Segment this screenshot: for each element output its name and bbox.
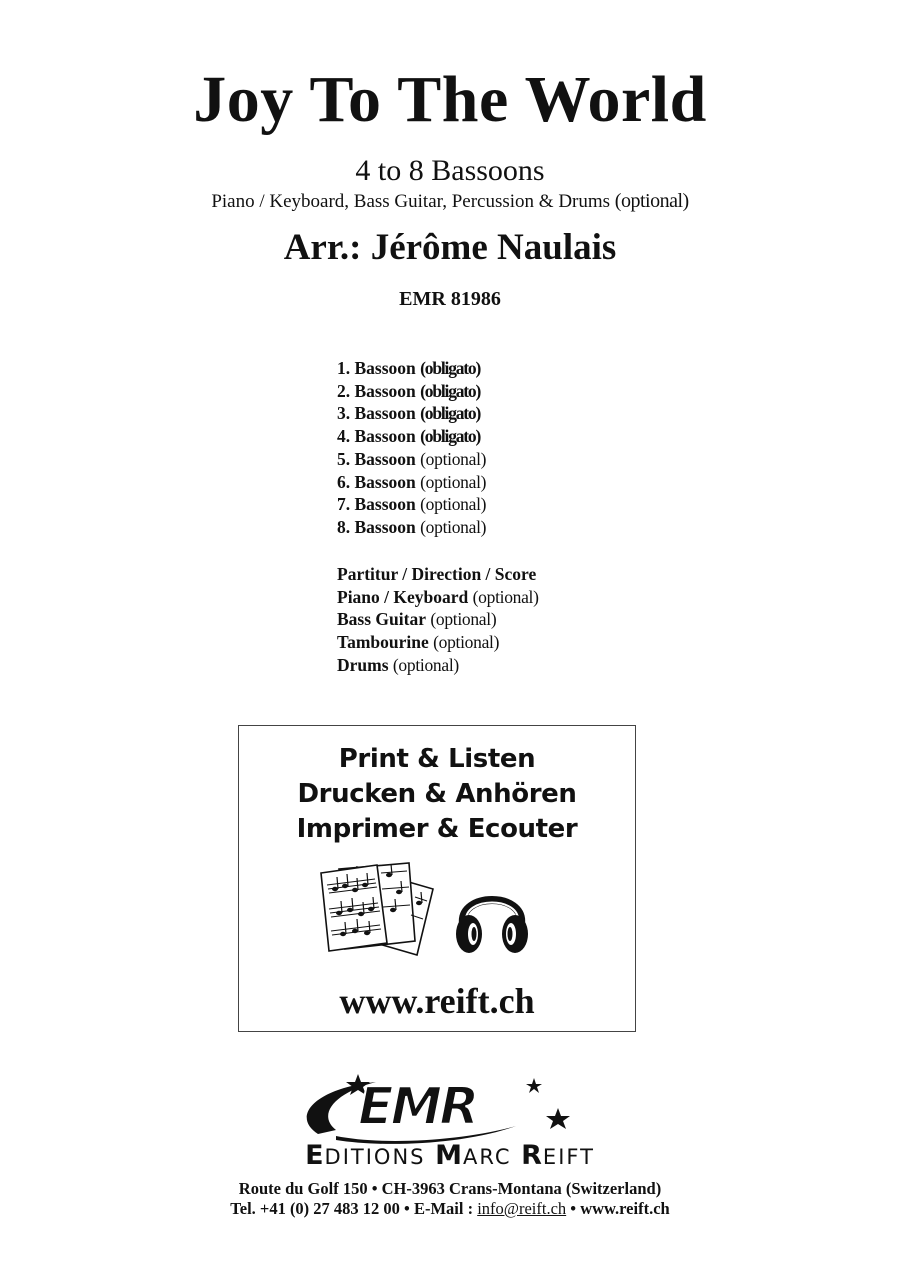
publisher-name-initial: M (435, 1140, 463, 1171)
subtitle: 4 to 8 Bassoons (355, 154, 545, 187)
part-item (337, 516, 486, 539)
print-listen-box[interactable] (238, 725, 636, 1032)
publisher-name-rest: EIFT (542, 1145, 595, 1169)
part-item (337, 402, 486, 425)
email-link[interactable]: info@reift.ch (477, 1199, 567, 1218)
part-name: 2. Bassoon (337, 380, 416, 401)
publisher-name-rest: DITIONS (324, 1145, 426, 1169)
part-note: (optional) (420, 448, 487, 469)
emr-logo-text: EMR (358, 1077, 477, 1137)
part-name: 8. Bassoon (337, 516, 416, 537)
part-note: (optional) (420, 516, 487, 537)
part-note: (obligato) (420, 426, 481, 447)
part-item (337, 448, 486, 471)
extra-item (337, 563, 539, 586)
part-note: (obligato) (420, 380, 481, 401)
extra-item (337, 586, 539, 609)
publisher-contact (0, 1199, 900, 1219)
part-name: 1. Bassoon (337, 358, 416, 378)
part-name: 5. Bassoon (337, 448, 416, 469)
part-note: (optional) (420, 494, 487, 515)
contact-phone: Tel. +41 (0) 27 483 12 00 • E-Mail : (230, 1199, 478, 1218)
part-note: (obligato) (420, 403, 481, 424)
promo-website-link[interactable]: www.reift.ch (339, 981, 535, 1021)
arranger: Arr.: Jérôme Naulais (283, 227, 617, 268)
instrumentation-line (0, 190, 900, 213)
part-name: 3. Bassoon (337, 403, 416, 424)
part-name: 4. Bassoon (337, 426, 416, 447)
part-item (337, 471, 486, 494)
extra-name: Bass Guitar (337, 609, 426, 630)
emr-logo (296, 1074, 586, 1144)
part-note: (optional) (420, 471, 487, 492)
page-title: Joy To The World (193, 63, 707, 136)
extra-note: (optional) (433, 632, 500, 653)
extra-name: Tambourine (337, 632, 429, 653)
extra-name: Drums (337, 654, 389, 675)
extra-name: Partitur / Direction / Score (337, 564, 537, 584)
extra-name: Piano / Keyboard (337, 586, 469, 607)
part-item (337, 380, 486, 403)
extra-note: (optional) (392, 654, 459, 675)
parts-list (337, 357, 486, 539)
part-note: (obligato) (420, 358, 481, 378)
publisher-address: Route du Golf 150 • CH-3963 Crans-Montana (Switzerland) (238, 1179, 662, 1198)
extra-note: (optional) (472, 586, 539, 607)
publisher-name-rest: ARC (462, 1145, 512, 1169)
publisher-name-initial: R (521, 1140, 543, 1171)
promo-line-french: Imprimer & Ecouter (296, 814, 578, 844)
extra-item (337, 654, 539, 677)
part-name: 6. Bassoon (337, 471, 416, 492)
optional-label: (optional) (614, 190, 689, 212)
promo-line-english: Print & Listen (338, 744, 536, 774)
part-item (337, 357, 486, 380)
headphones-icon (453, 878, 531, 958)
contact-website[interactable]: • www.reift.ch (566, 1199, 670, 1218)
part-item (337, 493, 486, 516)
part-name: 7. Bassoon (337, 494, 416, 515)
promo-line-german: Drucken & Anhören (297, 779, 577, 809)
instrumentation-text: Piano / Keyboard, Bass Guitar, Percussion & Drums (211, 191, 611, 212)
extra-item (337, 631, 539, 654)
part-item (337, 425, 486, 448)
publisher-name (0, 1140, 900, 1171)
catalog-number: EMR 81986 (399, 288, 501, 310)
extras-list (337, 563, 539, 677)
extra-note: (optional) (430, 609, 497, 630)
publisher-name-initial: E (305, 1140, 325, 1171)
extra-item (337, 608, 539, 631)
sheet-music-icon (317, 859, 441, 959)
